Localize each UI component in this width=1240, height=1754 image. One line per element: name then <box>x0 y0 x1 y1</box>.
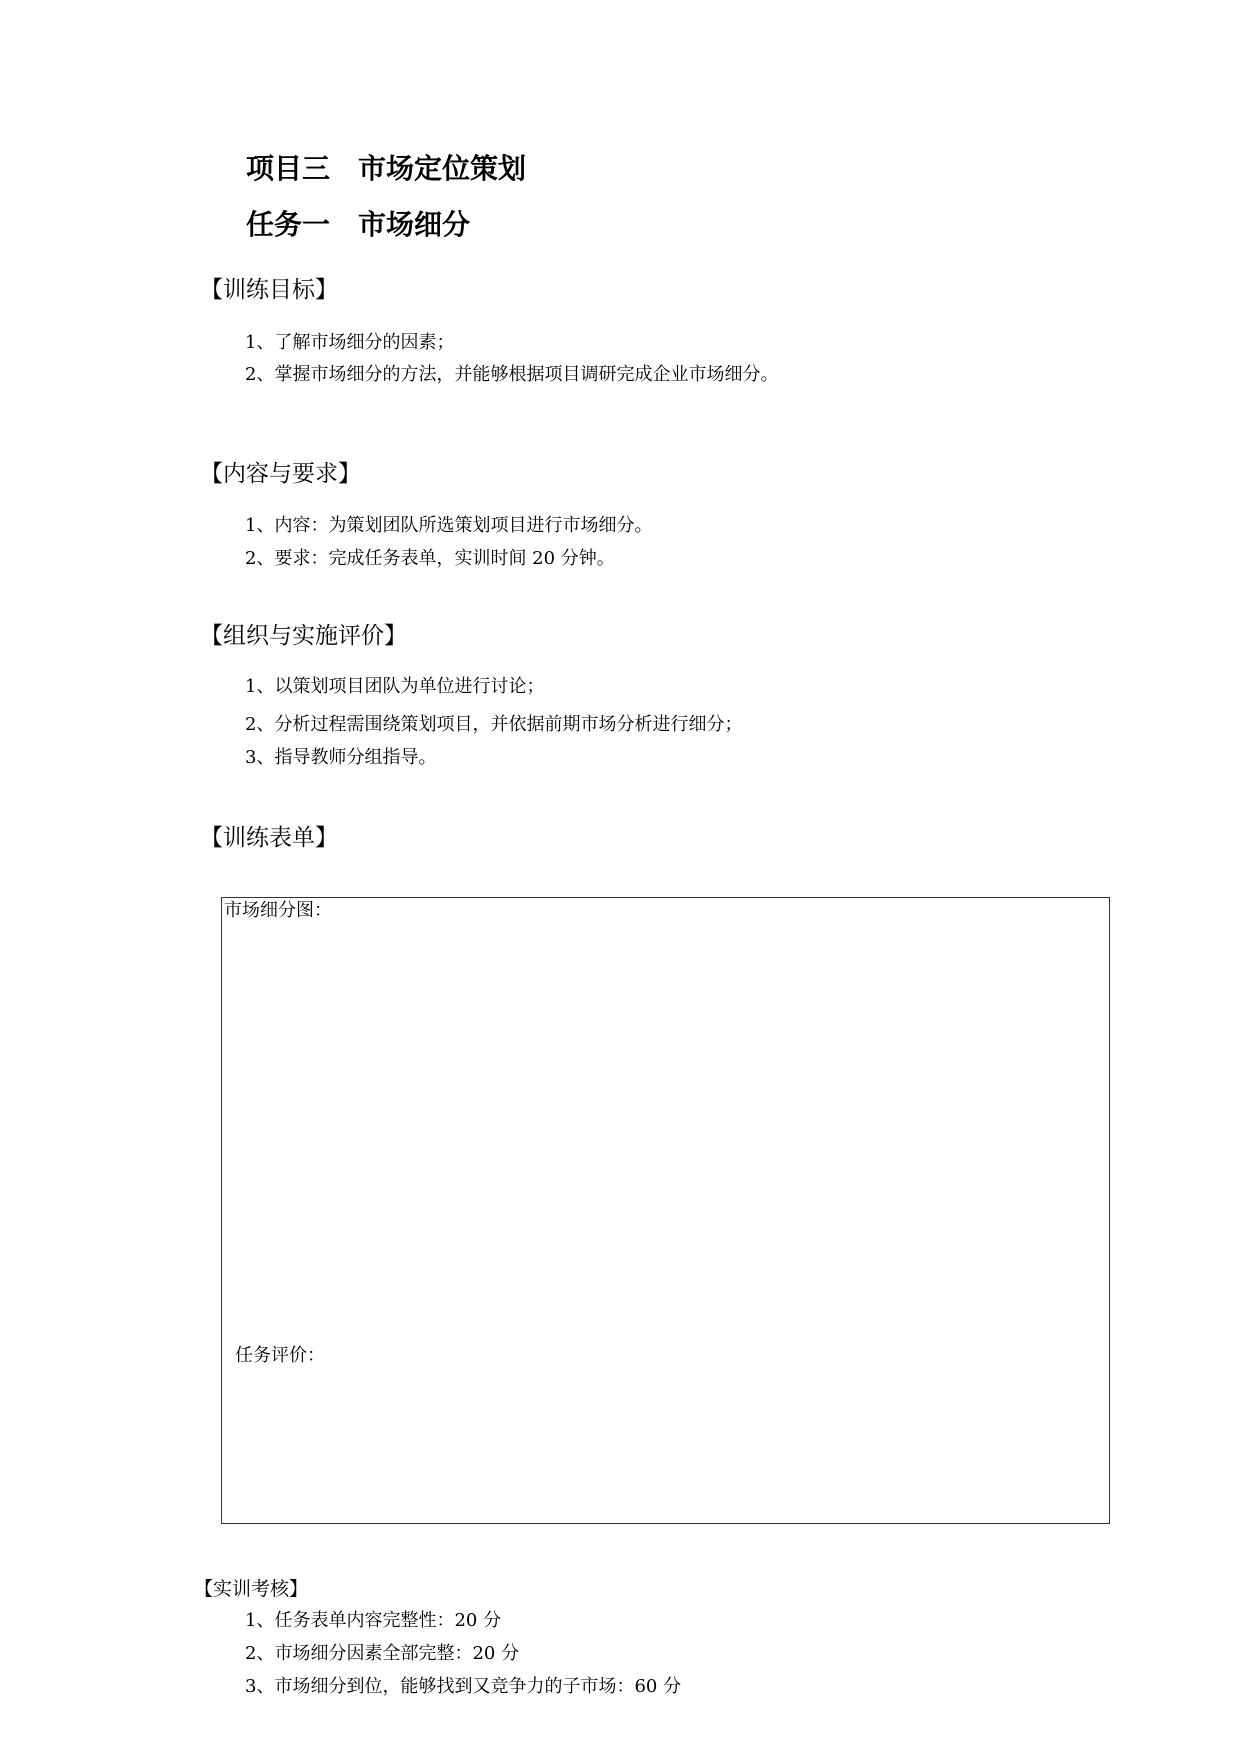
assessment-item: 1、任务表单内容完整性：20 分 <box>245 1610 502 1631</box>
training-form-box[interactable] <box>221 897 1110 1524</box>
content-requirement-item: 1、内容：为策划团队所选策划项目进行市场细分。 <box>245 515 653 536</box>
assessment-heading: 【实训考核】 <box>194 1578 309 1600</box>
organization-evaluation-heading: 【组织与实施评价】 <box>200 623 407 649</box>
content-requirements-heading: 【内容与要求】 <box>200 461 361 487</box>
project-title: 项目三 市场定位策划 <box>246 152 527 185</box>
organization-item: 2、分析过程需围绕策划项目，并依据前期市场分析进行细分； <box>245 714 743 735</box>
assessment-item: 2、市场细分因素全部完整：20 分 <box>245 1643 520 1664</box>
training-form-heading: 【训练表单】 <box>200 825 338 851</box>
training-goal-item: 1、了解市场细分的因素； <box>245 332 455 353</box>
training-goal-item: 2、掌握市场细分的方法，并能够根据项目调研完成企业市场细分。 <box>245 364 779 385</box>
assessment-item: 3、市场细分到位，能够找到又竞争力的子市场：60 分 <box>245 1676 682 1697</box>
content-requirement-item: 2、要求：完成任务表单，实训时间 20 分钟。 <box>245 548 615 569</box>
organization-item: 1、以策划项目团队为单位进行讨论； <box>245 676 545 697</box>
task-title: 任务一 市场细分 <box>246 208 471 241</box>
segmentation-diagram-label: 市场细分图： <box>224 900 332 921</box>
task-evaluation-label: 任务评价： <box>235 1345 325 1366</box>
training-goals-heading: 【训练目标】 <box>200 277 338 303</box>
organization-item: 3、指导教师分组指导。 <box>245 747 437 768</box>
